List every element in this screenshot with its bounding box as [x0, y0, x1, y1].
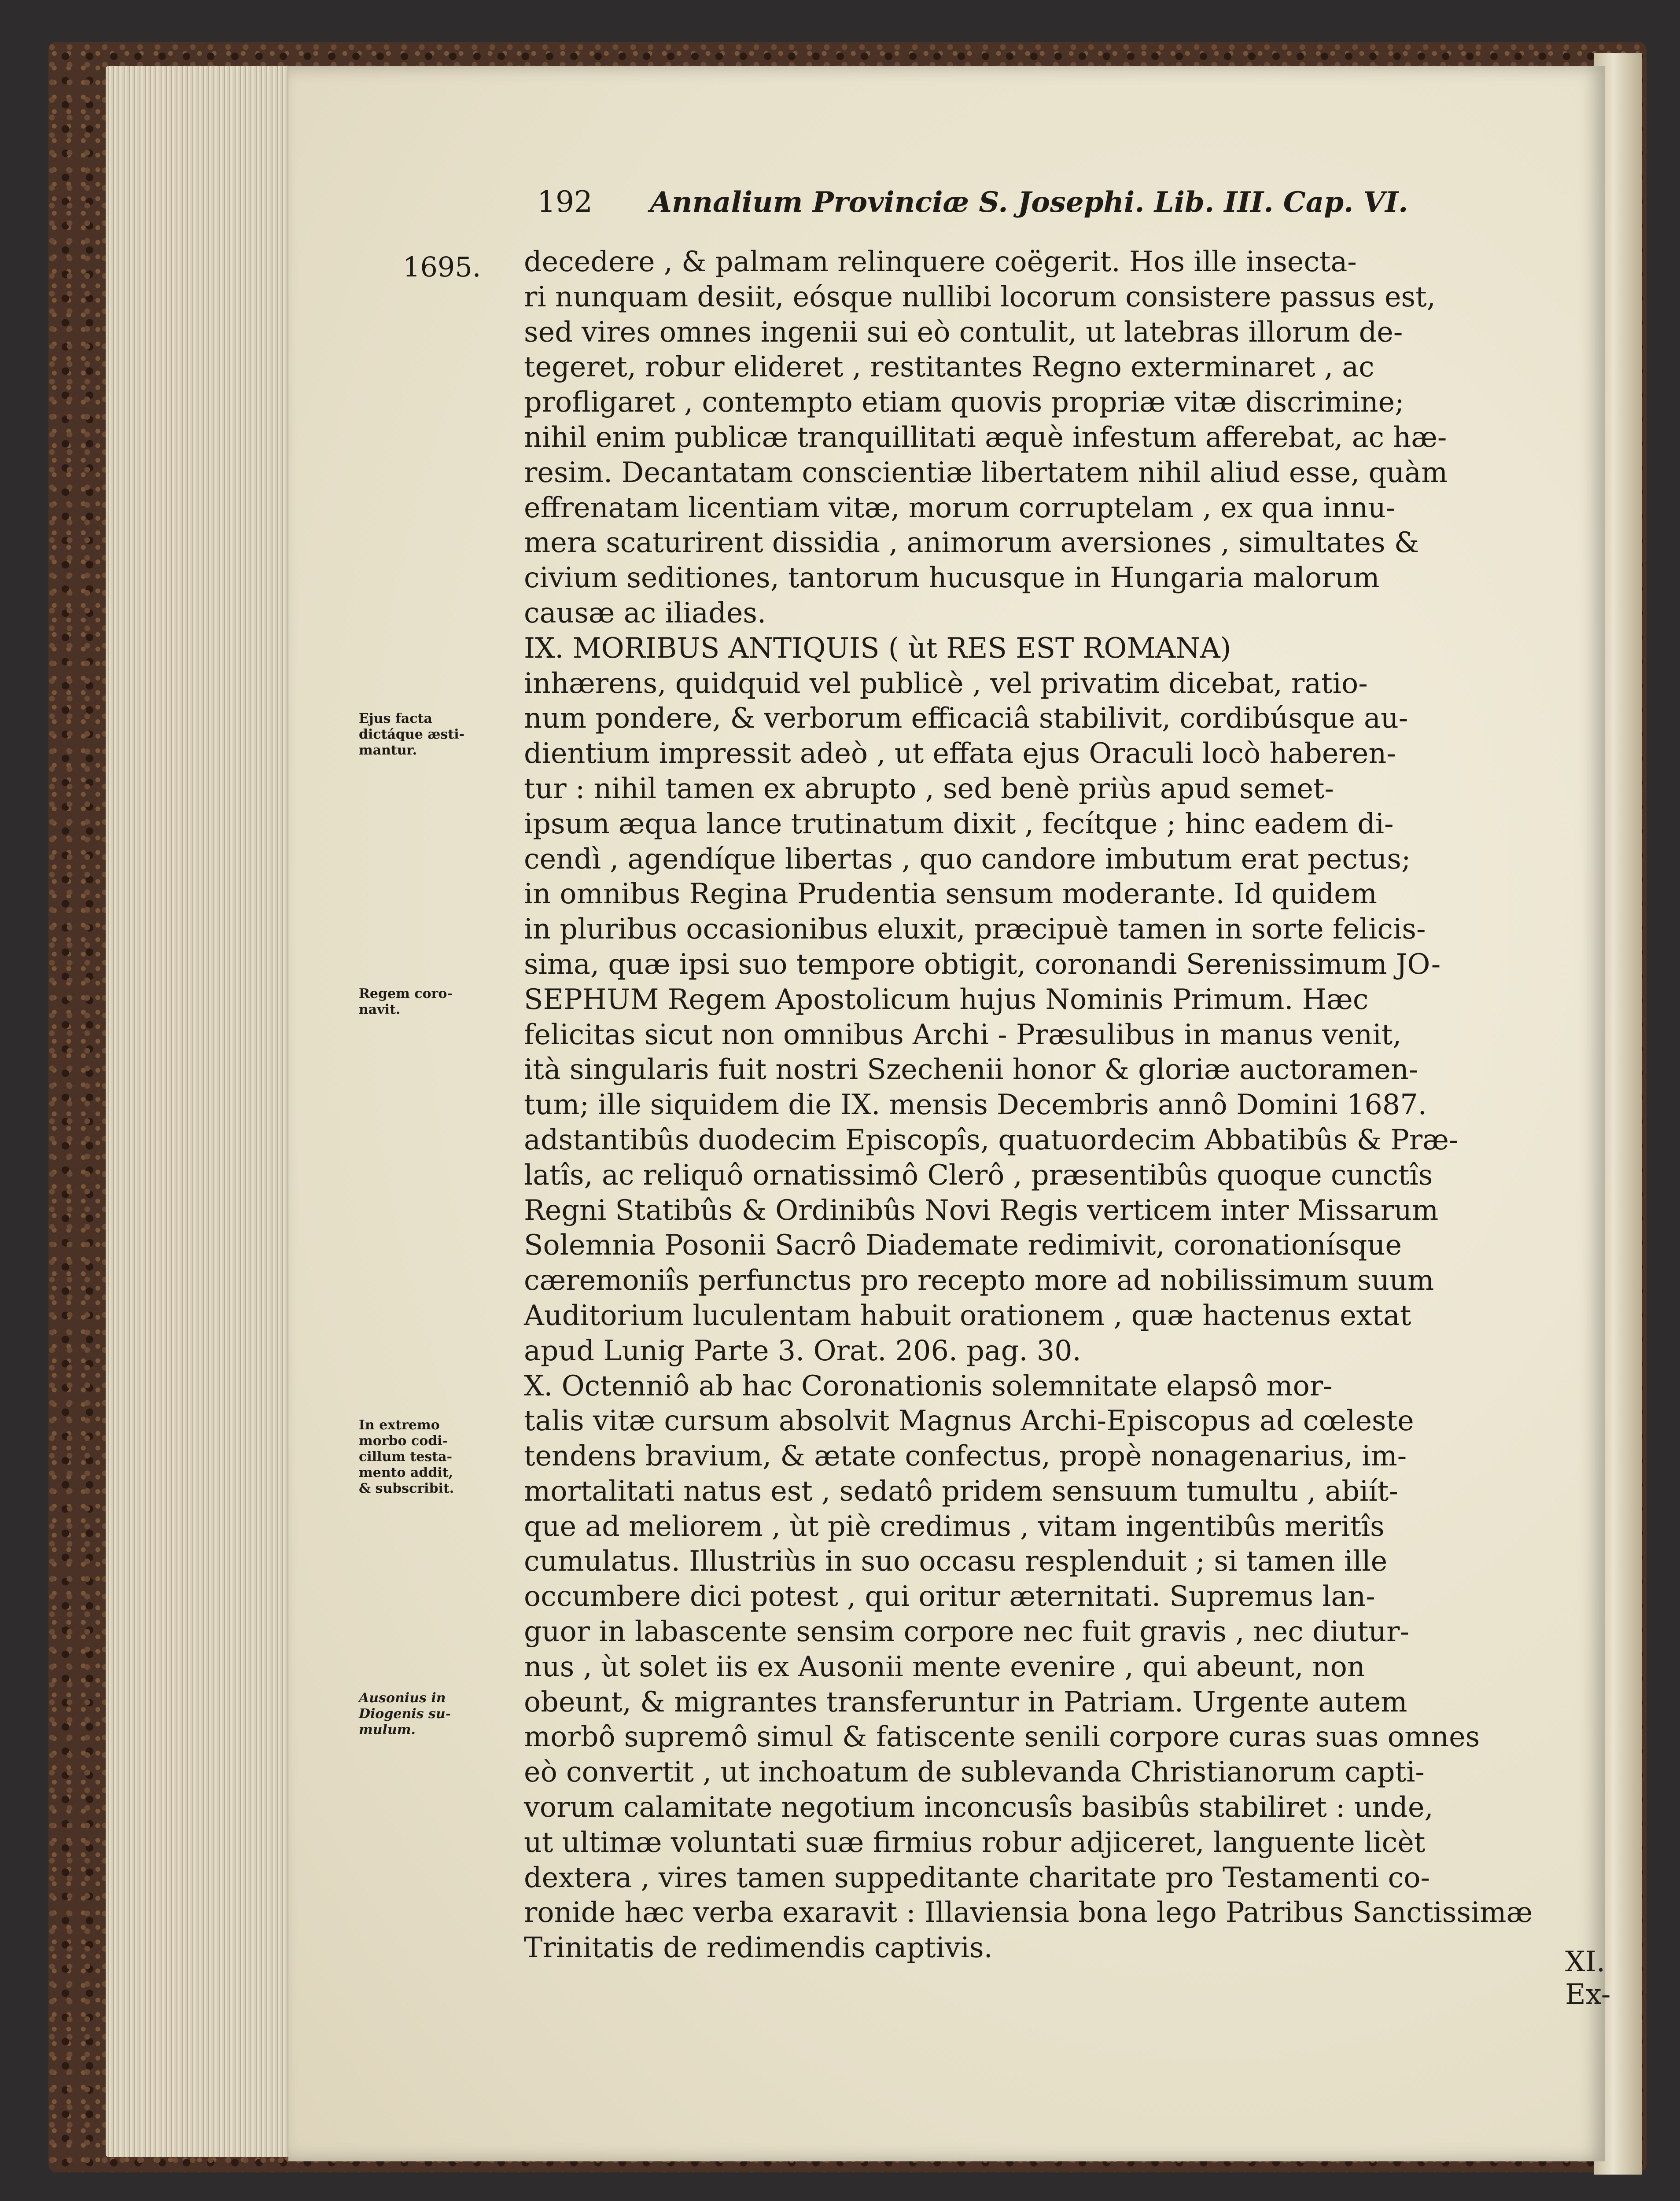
text-line: IX. MORIBUS ANTIQUIS ( ùt RES EST ROMANA) — [524, 631, 1231, 664]
text-line: morbô supremô simul & fatiscente senili corpore curas suas omnes — [524, 1720, 1480, 1753]
page-number: 192 — [537, 185, 593, 219]
text-line: causæ ac iliades. — [524, 596, 766, 629]
text-line: civium seditiones, tantorum hucusque in Hungaria malorum — [524, 561, 1380, 594]
text-line: SEPHUM Regem Apostolicum hujus Nominis Primum. Hæc — [524, 983, 1369, 1016]
text-line: Regni Statibûs & Ordinibûs Novi Regis verticem inter Missarum — [524, 1193, 1439, 1226]
text-line: sima, quæ ipsi suo tempore obtigit, coronandi Serenissimum JO- — [524, 947, 1441, 980]
text-line: mortalitati natus est , sedatô pridem sensuum tumultu , abiít- — [524, 1474, 1398, 1507]
text-line: guor in labascente sensim corpore nec fuit gravis , nec diutur- — [524, 1615, 1409, 1648]
text-line: talis vitæ cursum absolvit Magnus Archi-Episcopus ad cœleste — [524, 1404, 1414, 1437]
margin-note-2: Regem coro- navit. — [359, 986, 453, 1017]
text-line: profligaret , contempto etiam quovis propriæ vitæ discrimine; — [524, 386, 1404, 419]
text-line: ità singularis fuit nostri Szechenii honor & gloriæ auctoramen- — [524, 1053, 1418, 1086]
text-line: inhærens, quidquid vel publicè , vel privatim dicebat, ratio- — [524, 666, 1368, 699]
text-line: vorum calamitate negotium inconcusîs basibûs stabiliret : unde, — [524, 1791, 1433, 1824]
text-line: dientium impressit adeò , ut effata ejus Oraculi locò haberen- — [524, 737, 1396, 770]
text-line: obeunt, & migrantes transferuntur in Patriam. Urgente autem — [524, 1685, 1407, 1718]
text-line: ri nunquam desiit, eósque nullibi locorum consistere passus est, — [524, 280, 1436, 313]
text-line: in omnibus Regina Prudentia sensum moderante. Id quidem — [524, 877, 1378, 910]
text-line: nus , ùt solet iis ex Ausonii mente evenire , qui abeunt, non — [524, 1650, 1365, 1683]
text-line: cæremoniîs perfunctus pro recepto more ad nobilissimum suum — [524, 1264, 1434, 1297]
text-line: latîs, ac reliquô ornatissimô Clerô , præsentibûs quoque cunctîs — [524, 1158, 1433, 1191]
text-line: nihil enim publicæ tranquillitati æquè infestum afferebat, ac hæ- — [524, 420, 1447, 453]
page-stack — [106, 66, 308, 2157]
text-line: decedere , & palmam relinquere coëgerit. Hos ille insecta- — [524, 245, 1357, 278]
running-title: Annalium Provinciæ S. Josephi. Lib. III. Cap. VI. — [650, 186, 1408, 219]
body-text — [524, 244, 1680, 1965]
margin-year: 1695. — [403, 251, 481, 283]
text-line: felicitas sicut non omnibus Archi - Præsulibus in manus venit, — [524, 1018, 1402, 1051]
margin-note-1: Ejus facta dictáque æsti- mantur. — [359, 711, 465, 758]
text-line: resim. Decantatam conscientiæ libertatem nihil aliud esse, quàm — [524, 456, 1448, 489]
running-header — [537, 185, 1594, 219]
text-line: occumbere dici potest , qui oritur æternitati. Supremus lan- — [524, 1580, 1375, 1613]
text-line: num pondere, & verborum efficaciâ stabilivit, cordibúsque au- — [524, 702, 1408, 735]
book-page — [288, 66, 1611, 2161]
text-line: apud Lunig Parte 3. Orat. 206. pag. 30. — [524, 1334, 1081, 1367]
text-line: tur : nihil tamen ex abrupto , sed benè priùs apud semet- — [524, 772, 1334, 805]
text-line: adstantibûs duodecim Episcopîs, quatuordecim Abbatibûs & Præ- — [524, 1123, 1459, 1156]
text-line: cumulatus. Illustriùs in suo occasu resplenduit ; si tamen ille — [524, 1545, 1388, 1578]
text-line: cendì , agendíque libertas , quo candore imbutum erat pectus; — [524, 842, 1411, 875]
text-line: dextera , vires tamen suppeditante charitate pro Testamenti co- — [524, 1861, 1430, 1894]
text-line: in pluribus occasionibus eluxit, præcipuè tamen in sorte felicis- — [524, 913, 1426, 946]
text-line: ipsum æqua lance trutinatum dixit , fecítque ; hinc eadem di- — [524, 807, 1394, 840]
text-line: Solemnia Posonii Sacrô Diademate redimivit, coronationísque — [524, 1229, 1402, 1262]
text-line: Auditorium luculentam habuit orationem , quæ hactenus extat — [524, 1299, 1411, 1332]
text-line: ut ultimæ voluntati suæ firmius robur adjiceret, languente licèt — [524, 1826, 1426, 1859]
margin-note-4: Ausonius in Diogenis su- mulum. — [359, 1690, 451, 1737]
text-line: X. Octenniô ab hac Coronationis solemnitate elapsô mor- — [524, 1369, 1333, 1402]
catchword: XI. Ex- — [1565, 1946, 1611, 2011]
text-line: mera scaturirent dissidia , animorum aversiones , simultates & — [524, 526, 1419, 559]
text-line: tum; ille siquidem die IX. mensis Decembris annô Domini 1687. — [524, 1088, 1427, 1121]
margin-note-3: In extremo morbo codi- cillum testa- mento addit, & subscribit. — [359, 1417, 454, 1496]
text-line: Trinitatis de redimendis captivis. — [524, 1931, 993, 1964]
text-line: tendens bravium, & ætate confectus, propè nonagenarius, im- — [524, 1439, 1407, 1472]
text-line: tegeret, robur elideret , restitantes Regno exterminaret , ac — [524, 350, 1374, 383]
text-line: ronide hæc verba exaravit : Illaviensia bona lego Patribus Sanctissimæ — [524, 1896, 1533, 1929]
text-line: sed vires omnes ingenii sui eò contulit, ut latebras illorum de- — [524, 315, 1403, 348]
text-line: que ad meliorem , ùt piè credimus , vitam ingentibûs meritîs — [524, 1509, 1385, 1542]
text-line: eò convertit , ut inchoatum de sublevanda Christianorum capti- — [524, 1756, 1425, 1789]
text-line: effrenatam licentiam vitæ, morum corruptelam , ex qua innu- — [524, 491, 1396, 524]
